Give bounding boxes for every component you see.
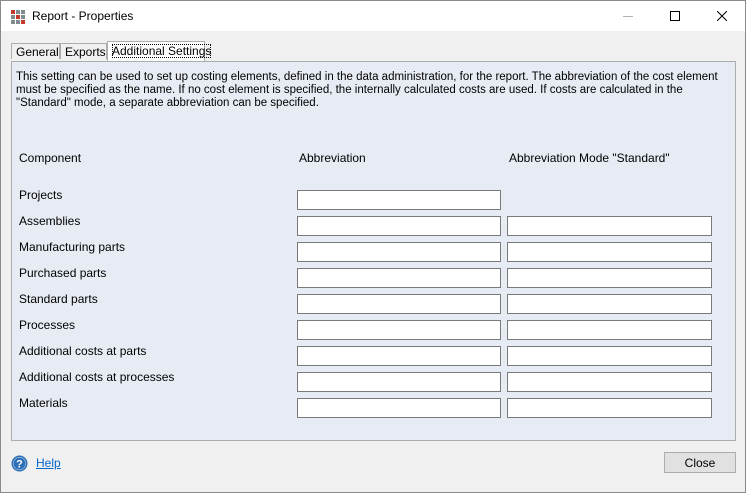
row-label-additional-costs-processes: Additional costs at processes <box>19 370 175 384</box>
svg-text:?: ? <box>16 458 23 471</box>
assemblies-abbreviation-input[interactable] <box>297 216 501 236</box>
assemblies-standard-input[interactable] <box>507 216 712 236</box>
help-link[interactable]: Help <box>36 456 61 470</box>
tab-exports[interactable]: Exports <box>60 43 107 59</box>
purchased-parts-standard-input[interactable] <box>507 268 712 288</box>
close-window-button[interactable] <box>699 1 745 31</box>
additional-costs-parts-standard-input[interactable] <box>507 346 712 366</box>
additional-costs-processes-standard-input[interactable] <box>507 372 712 392</box>
header-component: Component <box>19 151 82 165</box>
row-label-materials: Materials <box>19 396 68 410</box>
window-title: Report - Properties <box>32 9 134 23</box>
maximize-icon <box>670 11 680 21</box>
standard-parts-abbreviation-input[interactable] <box>297 294 501 314</box>
tab-additional-settings-label: Additional Settings <box>112 44 212 58</box>
materials-abbreviation-input[interactable] <box>297 398 501 418</box>
processes-standard-input[interactable] <box>507 320 712 340</box>
standard-parts-standard-input[interactable] <box>507 294 712 314</box>
maximize-button[interactable] <box>652 1 698 31</box>
row-label-processes: Processes <box>19 318 76 332</box>
additional-costs-processes-abbreviation-input[interactable] <box>297 372 501 392</box>
row-label-standard-parts: Standard parts <box>19 292 98 306</box>
header-abbreviation: Abbreviation <box>299 151 366 165</box>
tab-additional-settings[interactable] <box>107 41 212 61</box>
manufacturing-parts-standard-input[interactable] <box>507 242 712 262</box>
row-label-projects: Projects <box>19 188 63 202</box>
projects-abbreviation-input[interactable] <box>297 190 501 210</box>
title-bar[interactable] <box>1 1 745 31</box>
row-label-additional-costs-parts: Additional costs at parts <box>19 344 147 358</box>
processes-abbreviation-input[interactable] <box>297 320 501 340</box>
minimize-button[interactable] <box>605 1 651 31</box>
close-icon <box>717 11 727 21</box>
manufacturing-parts-abbreviation-input[interactable] <box>297 242 501 262</box>
close-button[interactable]: Close <box>664 452 736 473</box>
help-icon[interactable] <box>11 455 28 472</box>
purchased-parts-abbreviation-input[interactable] <box>297 268 501 288</box>
row-label-purchased-parts: Purchased parts <box>19 266 107 280</box>
header-abbreviation-standard: Abbreviation Mode "Standard" <box>509 151 670 165</box>
grid-app-icon <box>11 10 25 24</box>
tab-general[interactable]: General <box>11 43 60 59</box>
materials-standard-input[interactable] <box>507 398 712 418</box>
row-label-assemblies: Assemblies <box>19 214 81 228</box>
minimize-icon <box>623 11 633 21</box>
additional-settings-panel <box>11 61 736 441</box>
additional-costs-parts-abbreviation-input[interactable] <box>297 346 501 366</box>
description-text: This setting can be used to set up costing elements, defined in the data administration, for the report. The abbreviation of the cost element must be specified as the name. If no cost element is specified, the internally calculated costs are used. If costs are calculated in the "Standard" mode, a separate abbreviation can be specified. <box>16 71 718 109</box>
row-label-manufacturing-parts: Manufacturing parts <box>19 240 126 254</box>
